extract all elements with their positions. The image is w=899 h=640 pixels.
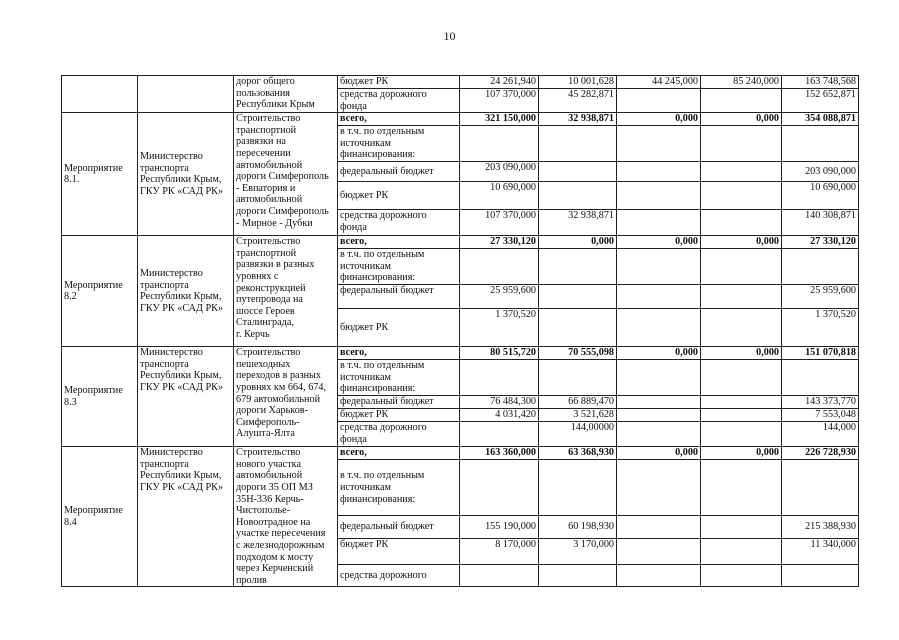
value-cell bbox=[539, 126, 617, 162]
value-cell: 0,000 bbox=[617, 113, 701, 126]
value-cell bbox=[460, 249, 539, 285]
total-cell: 144,000 bbox=[782, 422, 859, 447]
value-cell bbox=[617, 162, 701, 182]
event-cell: Мероприятие 8.2 bbox=[62, 236, 138, 347]
value-cell: 4 031,420 bbox=[460, 409, 539, 422]
value-cell: 321 150,000 bbox=[460, 113, 539, 126]
page-number: 10 bbox=[443, 29, 456, 43]
source-cell: всего, bbox=[338, 113, 460, 126]
value-cell: 24 261,940 bbox=[460, 76, 539, 89]
source-cell: средства дорожного фонда bbox=[338, 210, 460, 236]
executor-cell: Министерство транспорта Республики Крым, ГКУ РК «САД РК» bbox=[138, 236, 234, 347]
table-row bbox=[62, 76, 859, 89]
total-cell: 143 373,770 bbox=[782, 396, 859, 409]
value-cell bbox=[701, 309, 782, 347]
value-cell bbox=[617, 516, 701, 539]
source-cell: федеральный бюджет bbox=[338, 285, 460, 309]
value-cell: 203 090,000 bbox=[460, 162, 539, 182]
total-cell bbox=[782, 249, 859, 285]
executor-cell: Министерство транспорта Республики Крым, ГКУ РК «САД РК» bbox=[138, 347, 234, 447]
total-cell: 163 748,568 bbox=[782, 76, 859, 89]
total-cell: 203 090,000 bbox=[782, 162, 859, 182]
total-cell bbox=[782, 360, 859, 396]
value-cell: 32 938,871 bbox=[539, 113, 617, 126]
table-row bbox=[62, 113, 859, 126]
value-cell: 0,000 bbox=[617, 347, 701, 360]
value-cell: 107 370,000 bbox=[460, 89, 539, 113]
value-cell: 3 521,628 bbox=[539, 409, 617, 422]
value-cell: 155 190,000 bbox=[460, 516, 539, 539]
value-cell bbox=[701, 162, 782, 182]
source-cell: бюджет РК bbox=[338, 76, 460, 89]
executor-cell: Министерство транспорта Республики Крым, ГКУ РК «САД РК» bbox=[138, 113, 234, 236]
total-cell bbox=[782, 565, 859, 587]
executor-cell: Министерство транспорта Республики Крым, ГКУ РК «САД РК» bbox=[138, 447, 234, 587]
source-cell: всего, bbox=[338, 236, 460, 249]
source-cell: в т.ч. по отдельным источникам финансирования: bbox=[338, 249, 460, 285]
total-cell: 215 388,930 bbox=[782, 516, 859, 539]
value-cell bbox=[617, 396, 701, 409]
value-cell: 70 555,098 bbox=[539, 347, 617, 360]
source-cell: всего, bbox=[338, 447, 460, 460]
total-cell: 151 070,818 bbox=[782, 347, 859, 360]
value-cell: 144,00000 bbox=[539, 422, 617, 447]
source-cell: средства дорожного bbox=[338, 565, 460, 587]
value-cell bbox=[460, 460, 539, 516]
total-cell: 27 330,120 bbox=[782, 236, 859, 249]
value-cell: 66 889,470 bbox=[539, 396, 617, 409]
value-cell bbox=[617, 89, 701, 113]
event-cell: Мероприятие 8.4 bbox=[62, 447, 138, 587]
value-cell bbox=[617, 126, 701, 162]
value-cell: 32 938,871 bbox=[539, 210, 617, 236]
budget-table bbox=[61, 75, 859, 587]
value-cell bbox=[539, 565, 617, 587]
table-row bbox=[62, 236, 859, 249]
total-cell: 1 370,520 bbox=[782, 309, 859, 347]
total-cell: 152 652,871 bbox=[782, 89, 859, 113]
value-cell bbox=[460, 565, 539, 587]
value-cell bbox=[701, 460, 782, 516]
event-cell: Мероприятие 8.1. bbox=[62, 113, 138, 236]
source-cell: федеральный бюджет bbox=[338, 162, 460, 182]
value-cell bbox=[460, 360, 539, 396]
value-cell bbox=[539, 285, 617, 309]
value-cell: 10 001,628 bbox=[539, 76, 617, 89]
value-cell bbox=[701, 539, 782, 565]
value-cell bbox=[701, 182, 782, 210]
value-cell: 0,000 bbox=[701, 447, 782, 460]
value-cell bbox=[701, 396, 782, 409]
value-cell: 27 330,120 bbox=[460, 236, 539, 249]
total-cell bbox=[782, 126, 859, 162]
value-cell bbox=[701, 409, 782, 422]
measure-name-cell: Строительство транспортной развязки на пересечении автомобильной дороги Симферополь - Евпатория и автомобильной дороги Симферополь - Мирное - Дубки bbox=[234, 113, 338, 236]
total-cell: 140 308,871 bbox=[782, 210, 859, 236]
table-row bbox=[62, 447, 859, 460]
event-cell bbox=[62, 76, 138, 113]
value-cell bbox=[617, 249, 701, 285]
source-cell: средства дорожного фонда bbox=[338, 422, 460, 447]
value-cell: 0,000 bbox=[701, 236, 782, 249]
source-cell: федеральный бюджет bbox=[338, 396, 460, 409]
measure-name-cell: Строительство транспортной развязки в разных уровнях с реконструкцией путепровода на шоссе Героев Сталинграда, г. Керчь bbox=[234, 236, 338, 347]
value-cell: 63 368,930 bbox=[539, 447, 617, 460]
value-cell: 44 245,000 bbox=[617, 76, 701, 89]
value-cell: 3 170,000 bbox=[539, 539, 617, 565]
value-cell bbox=[617, 285, 701, 309]
value-cell bbox=[701, 565, 782, 587]
total-cell: 226 728,930 bbox=[782, 447, 859, 460]
value-cell bbox=[539, 309, 617, 347]
source-cell: в т.ч. по отдельным источникам финансирования: bbox=[338, 126, 460, 162]
value-cell bbox=[460, 422, 539, 447]
source-cell: бюджет РК bbox=[338, 309, 460, 347]
value-cell bbox=[617, 409, 701, 422]
value-cell: 0,000 bbox=[701, 113, 782, 126]
value-cell bbox=[617, 539, 701, 565]
value-cell bbox=[539, 182, 617, 210]
total-cell: 354 088,871 bbox=[782, 113, 859, 126]
total-cell: 25 959,600 bbox=[782, 285, 859, 309]
source-cell: в т.ч. по отдельным источникам финансирования: bbox=[338, 360, 460, 396]
source-cell: в т.ч. по отдельным источникам финансирования: bbox=[338, 460, 460, 516]
measure-name-cell: дорог общего пользования Республики Крым bbox=[234, 76, 338, 113]
value-cell: 0,000 bbox=[701, 347, 782, 360]
value-cell: 0,000 bbox=[617, 236, 701, 249]
value-cell bbox=[701, 516, 782, 539]
measure-name-cell: Строительство нового участка автомобильной дороги 35 ОП МЗ 35Н-336 Керчь- Чистополье- Новоотрадное на участке пересечения с железнодорожным подходом к мосту через Керченский пролив bbox=[234, 447, 338, 587]
value-cell bbox=[701, 249, 782, 285]
value-cell: 163 360,000 bbox=[460, 447, 539, 460]
source-cell: средства дорожного фонда bbox=[338, 89, 460, 113]
source-cell: бюджет РК bbox=[338, 182, 460, 210]
measure-name-cell: Строительство пешеходных переходов в разных уровнях км 664, 674, 679 автомобильной дороги Харьков- Симферополь- Алушта-Ялта bbox=[234, 347, 338, 447]
event-cell: Мероприятие 8.3 bbox=[62, 347, 138, 447]
value-cell: 25 959,600 bbox=[460, 285, 539, 309]
value-cell: 0,000 bbox=[617, 447, 701, 460]
value-cell bbox=[617, 182, 701, 210]
value-cell: 107 370,000 bbox=[460, 210, 539, 236]
value-cell bbox=[617, 460, 701, 516]
value-cell: 10 690,000 bbox=[460, 182, 539, 210]
value-cell: 85 240,000 bbox=[701, 76, 782, 89]
value-cell: 60 198,930 bbox=[539, 516, 617, 539]
value-cell: 0,000 bbox=[539, 236, 617, 249]
value-cell bbox=[701, 422, 782, 447]
value-cell bbox=[539, 460, 617, 516]
source-cell: бюджет РК bbox=[338, 539, 460, 565]
table-row bbox=[62, 347, 859, 360]
value-cell bbox=[617, 422, 701, 447]
value-cell bbox=[617, 309, 701, 347]
value-cell: 8 170,000 bbox=[460, 539, 539, 565]
executor-cell bbox=[138, 76, 234, 113]
value-cell bbox=[701, 210, 782, 236]
value-cell bbox=[701, 89, 782, 113]
value-cell bbox=[617, 565, 701, 587]
value-cell bbox=[539, 162, 617, 182]
total-cell: 10 690,000 bbox=[782, 182, 859, 210]
value-cell bbox=[701, 285, 782, 309]
source-cell: бюджет РК bbox=[338, 409, 460, 422]
value-cell: 76 484,300 bbox=[460, 396, 539, 409]
value-cell bbox=[617, 360, 701, 396]
value-cell: 80 515,720 bbox=[460, 347, 539, 360]
value-cell bbox=[539, 249, 617, 285]
value-cell bbox=[701, 360, 782, 396]
value-cell bbox=[460, 126, 539, 162]
value-cell bbox=[701, 126, 782, 162]
value-cell: 1 370,520 bbox=[460, 309, 539, 347]
value-cell bbox=[617, 210, 701, 236]
total-cell bbox=[782, 460, 859, 516]
source-cell: федеральный бюджет bbox=[338, 516, 460, 539]
value-cell: 45 282,871 bbox=[539, 89, 617, 113]
total-cell: 7 553,048 bbox=[782, 409, 859, 422]
source-cell: всего, bbox=[338, 347, 460, 360]
value-cell bbox=[539, 360, 617, 396]
total-cell: 11 340,000 bbox=[782, 539, 859, 565]
